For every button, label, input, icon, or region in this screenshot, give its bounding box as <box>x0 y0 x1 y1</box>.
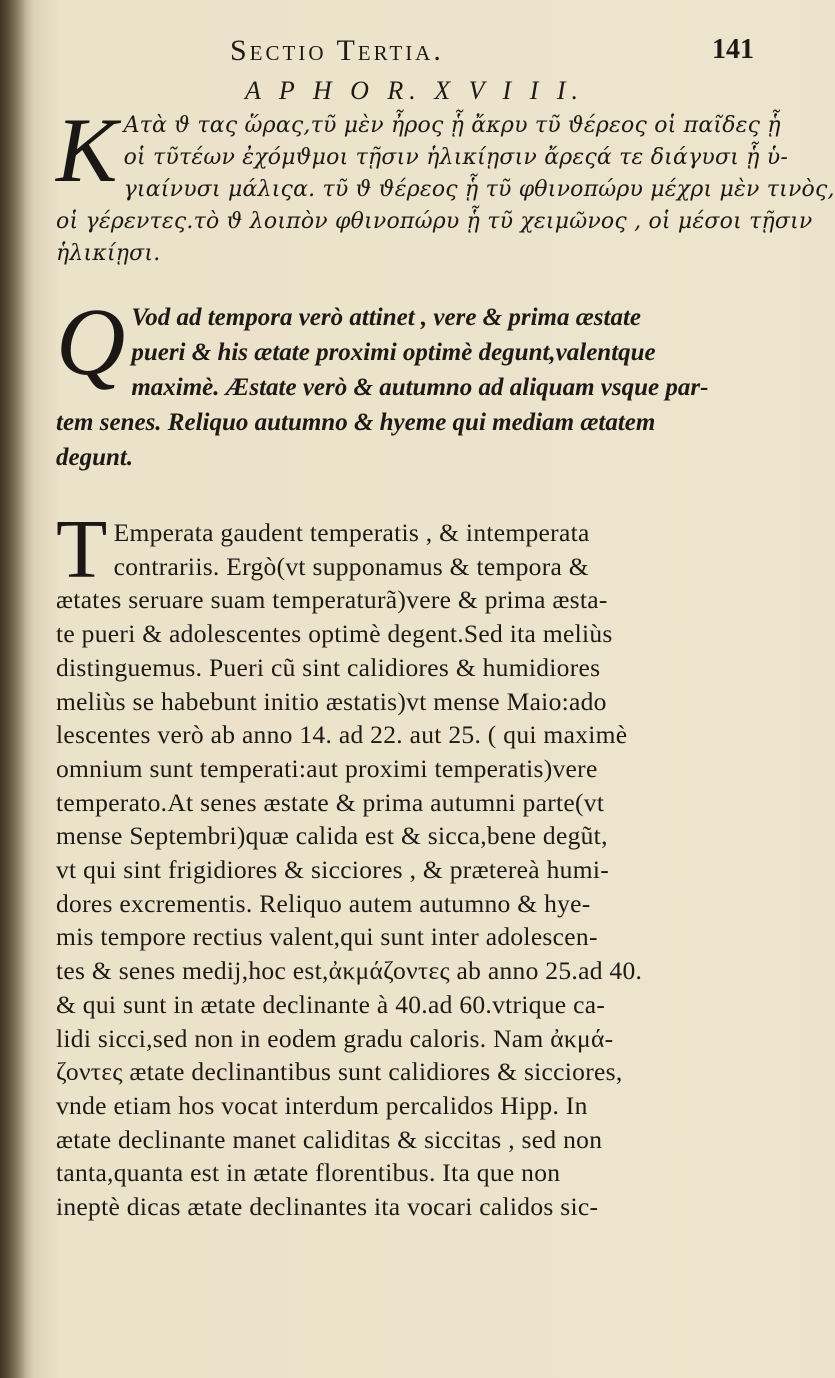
commentary-line: omnium sunt temperati:aut proximi temperatis)vere <box>56 753 598 783</box>
commentary-line: tes & senes medij,hoc est,ἀκμάζοντες ab anno 25.ad 40. <box>56 956 643 986</box>
commentary-line: mis tempore rectius valent,qui sunt inter adolescen- <box>56 922 598 952</box>
commentary-line: ζοντες ætate declinantibus sunt calidiores & sicciores, <box>56 1057 623 1087</box>
commentary-line: meliùs se habebunt initio æstatis)vt mense Maio:ado <box>56 686 607 716</box>
latin-line: tem senes. Reliquo autumno & hyeme qui mediam ætatem <box>56 409 656 436</box>
greek-line: οἱ γέρεντες.τὸ ϑ λοιπὸν φθινοπώρυ ᾗ τῦ χειμῶνος , οἱ μέσοι τῇσιν <box>56 209 813 234</box>
aphorism-title: A P H O R. X V I I I. <box>245 76 585 105</box>
running-head: Sectio Tertia. <box>230 34 444 67</box>
commentary-line: temperato.At senes æstate & prima autumni parte(vt <box>56 787 605 817</box>
page-number: 141 <box>712 34 754 65</box>
commentary-line: Emperata gaudent temperatis , & intemperata <box>113 518 590 547</box>
commentary-line: vt qui sint frigidiores & sicciores , & prætereà humi- <box>56 855 610 885</box>
commentary-line: ætate declinante manet caliditas & siccitas , sed non <box>56 1124 603 1154</box>
greek-line: ἡλικίῃσι. <box>56 241 161 266</box>
commentary-dropcap: T <box>56 503 108 596</box>
latin-line: degunt. <box>56 444 134 471</box>
commentary <box>56 503 756 1224</box>
commentary-line: te pueri & adolescentes optimè degent.Sed ita meliùs <box>56 619 613 649</box>
latin-dropcap: Q <box>56 288 126 395</box>
commentary-line: lescentes verò ab anno 14. ad 22. aut 25. ( qui maximè <box>56 720 628 750</box>
gutter-shadow <box>0 0 34 1378</box>
commentary-line: mense Septembri)quæ calida est & sicca,bene degũt, <box>56 821 608 851</box>
commentary-line: contrariis. Ergò(vt supponamus & tempora & <box>113 551 589 581</box>
commentary-line: tanta,quanta est in ætate florentibus. Ita que non <box>56 1158 561 1188</box>
commentary-line: & qui sunt in ætate declinante à 40.ad 60.vtrique ca- <box>56 989 606 1019</box>
greek-aphorism <box>56 99 835 270</box>
commentary-line: dores excrementis. Reliquo autem autumno & hye- <box>56 888 591 918</box>
commentary-line: ineptè dicas ætate declinantes ita vocari calidos sic- <box>56 1192 599 1222</box>
greek-line: οἱ τῦτέων ἐχόμϑμοι τῇσιν ἡλικίῃσιν ἄρεςά τε διάγυσι ᾗ ὑ- <box>123 145 788 170</box>
greek-dropcap: K <box>56 99 118 201</box>
latin-line: pueri & his ætate proximi optimè degunt,valentque <box>131 339 656 366</box>
page-header <box>230 34 760 68</box>
latin-line: Vod ad tempora verò attinet , vere & prima æstate <box>131 304 642 331</box>
commentary-line: lidi sicci,sed non in eodem gradu caloris. Nam ἀκμά- <box>56 1023 614 1053</box>
latin-line: maximè. Æstate verò & autumno ad aliquam vsque par- <box>131 374 709 401</box>
greek-line: γιαίνυσι μάλιςα. τῦ ϑ ϑέρεος ᾗ τῦ φθινοπώρυ μέχρι μὲν τινὸς, <box>123 177 835 202</box>
commentary-line: ætates seruare suam temperaturã)vere & prima æsta- <box>56 585 608 615</box>
greek-line: Ατὰ ϑ τας ὥρας,τῦ μὲν ἦρος ᾗ ἄκρυ τῦ ϑέρεος οἱ παῖδες ᾗ <box>123 113 781 138</box>
latin-translation <box>56 288 756 475</box>
commentary-line: distinguemus. Pueri cũ sint calidiores & humidiores <box>56 652 601 682</box>
commentary-line: vnde etiam hos vocat interdum percalidos Hipp. In <box>56 1090 588 1120</box>
